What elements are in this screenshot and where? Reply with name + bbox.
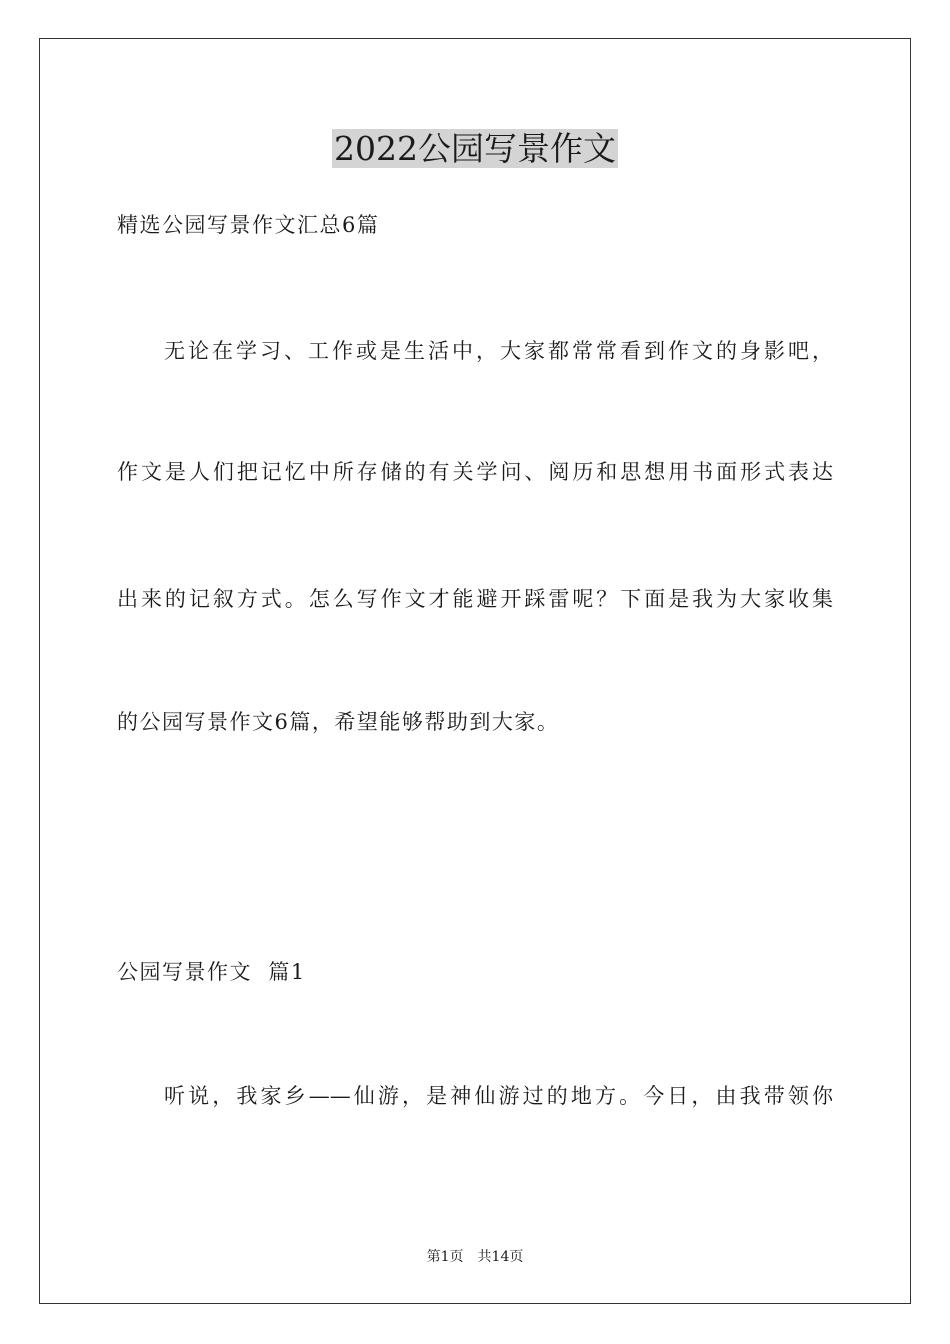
section-heading: 公园写景作文 篇1: [117, 960, 306, 984]
paragraph-line: 听说，我家乡——仙游，是神仙游过的地方。今日，由我带领你: [164, 1084, 833, 1108]
document-title: [0, 128, 950, 170]
document-subtitle: 精选公园写景作文汇总6篇: [117, 213, 380, 237]
paragraph-line: 出来的记叙方式。怎么写作文才能避开踩雷呢？下面是我为大家收集: [117, 587, 833, 611]
paragraph-line: 无论在学习、工作或是生活中，大家都常常看到作文的身影吧，: [164, 339, 833, 363]
page-footer: [0, 1247, 950, 1267]
paragraph-line: 的公园写景作文6篇，希望能够帮助到大家。: [117, 710, 560, 734]
paragraph-line: 作文是人们把记忆中所存储的有关学问、阅历和思想用书面形式表达: [117, 460, 833, 484]
document-title-text: 2022公园写景作文: [334, 129, 616, 168]
page-total: 共14页: [477, 1249, 524, 1265]
page-number: 第1页: [426, 1249, 464, 1265]
